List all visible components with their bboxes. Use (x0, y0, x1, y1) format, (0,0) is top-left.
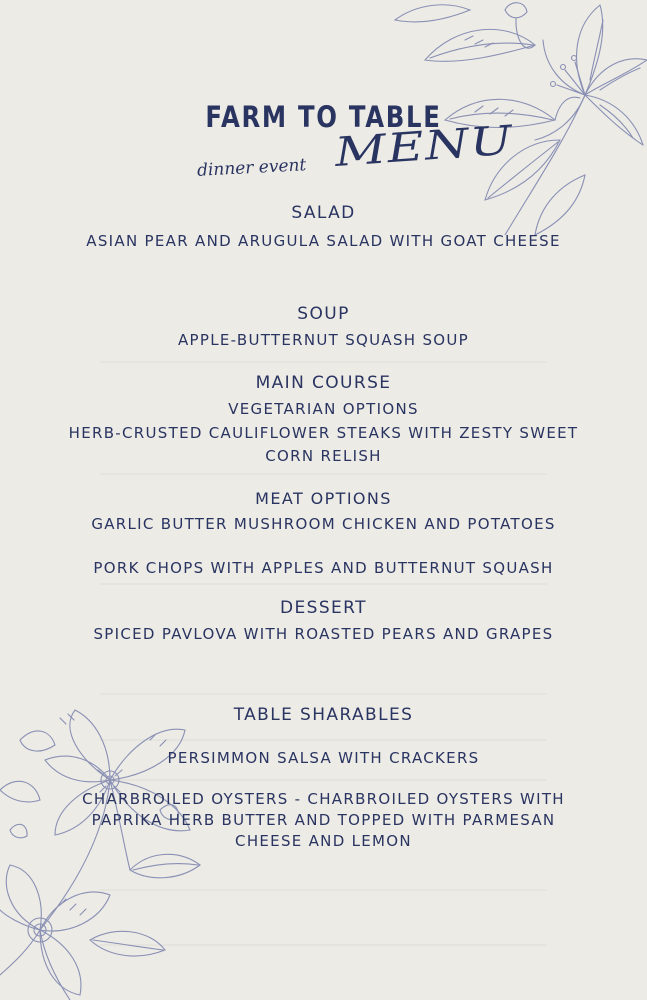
menu-item-meat-1: GARLIC BUTTER MUSHROOM CHICKEN AND POTATOES (91, 515, 556, 533)
menu-subtitle-script: dinner event (196, 155, 307, 181)
menu-title: FARM TO TABLE (205, 100, 442, 134)
section-heading-table-sharables: TABLE SHARABLES (233, 705, 414, 725)
subsection-heading-meat: MEAT OPTIONS (255, 489, 392, 508)
section-heading-dessert: DESSERT (280, 598, 367, 618)
section-heading-salad: SALAD (291, 203, 356, 223)
menu-item-dessert: SPICED PAVLOVA WITH ROASTED PEARS AND GRAPES (93, 625, 554, 643)
menu-item-vegetarian: HERB-CRUSTED CAULIFLOWER STEAKS WITH ZESTY SWEET CORN RELISH (68, 424, 579, 465)
menu-item-sharable-2: CHARBROILED OYSTERS - CHARBROILED OYSTERS WITH PAPRIKA HERB BUTTER AND TOPPED WITH PARMESAN CHEESE AND LEMON (82, 790, 565, 850)
subsection-heading-vegetarian: VEGETARIAN OPTIONS (228, 400, 419, 418)
menu-item-salad: ASIAN PEAR AND ARUGULA SALAD WITH GOAT CHEESE (86, 232, 561, 250)
section-heading-main-course: MAIN COURSE (255, 373, 392, 393)
section-heading-soup: SOUP (297, 304, 350, 324)
menu-item-sharable-1: PERSIMMON SALSA WITH CRACKERS (167, 749, 480, 767)
menu-subtitle-big: MENU (333, 117, 515, 176)
menu-item-meat-2: PORK CHOPS WITH APPLES AND BUTTERNUT SQUASH (93, 559, 554, 577)
menu-item-soup: APPLE-BUTTERNUT SQUASH SOUP (177, 331, 469, 349)
